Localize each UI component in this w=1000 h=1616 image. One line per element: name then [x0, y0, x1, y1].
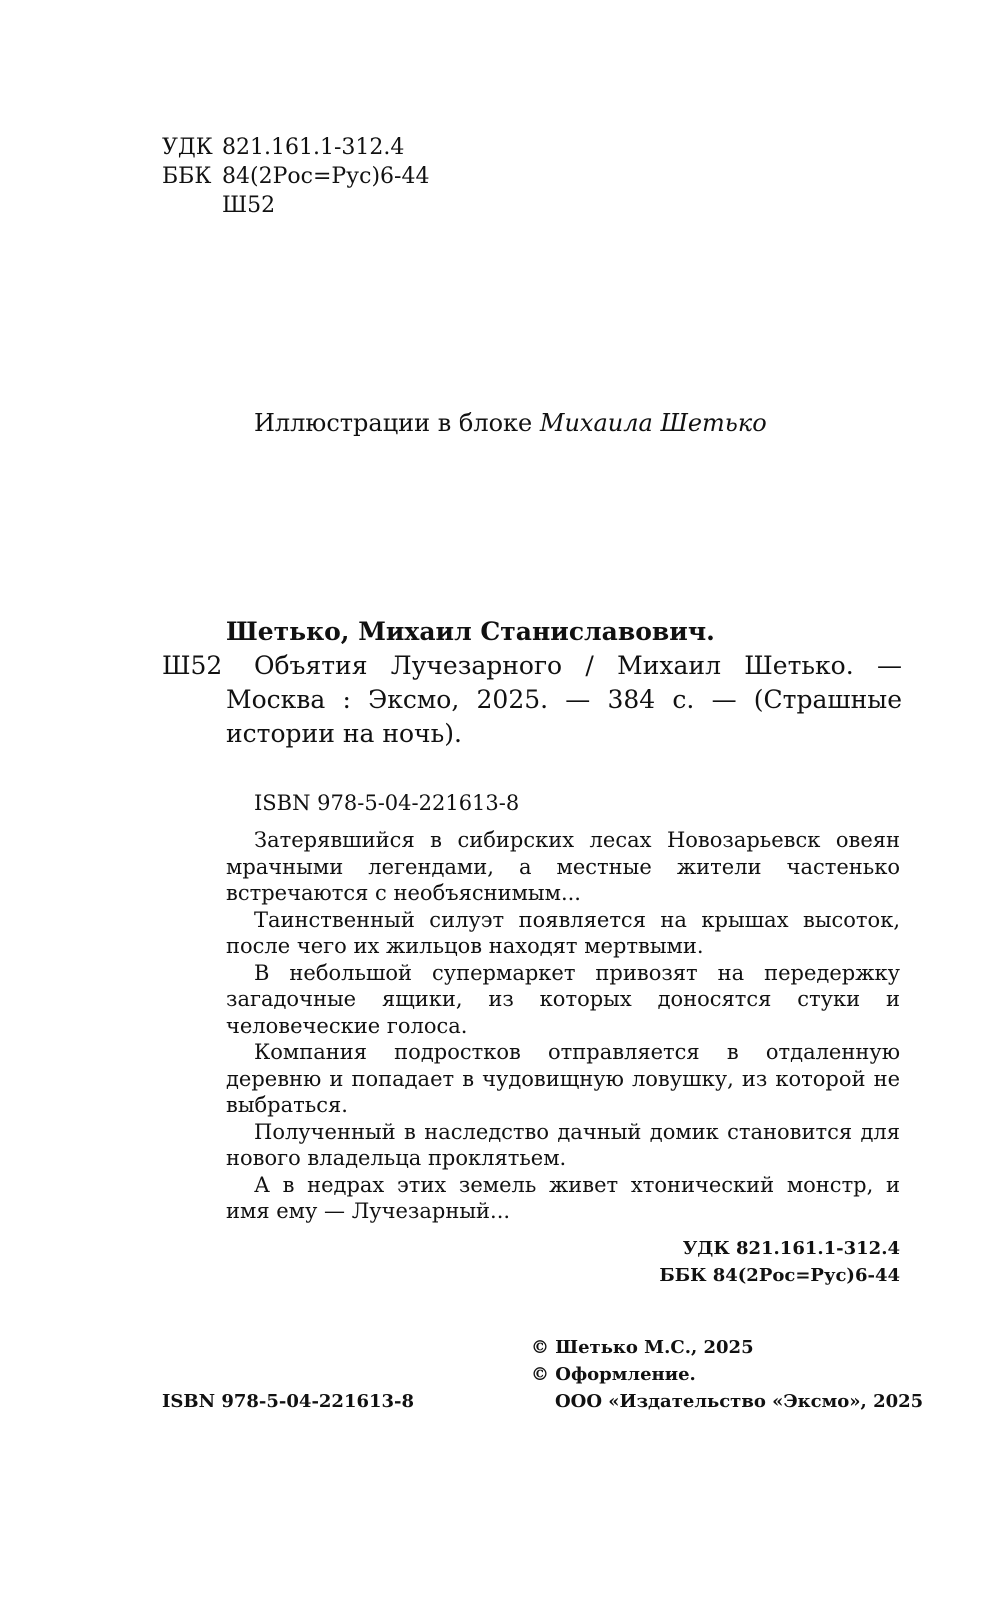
bbk-row — [162, 162, 429, 191]
annotation-paragraph: Таинственный силуэт появляется на крышах высоток, после чего их жильцов находят мертвыми. — [226, 907, 900, 958]
copyright-block — [531, 1334, 923, 1415]
author-mark: Ш52 — [222, 193, 276, 218]
copyright-author: © Шетько М.С., 2025 — [531, 1337, 754, 1358]
annotation-paragraph: Компания подростков отправляется в отдаленную деревню и попадает в чудовищную ловушку, из которой не выбраться. — [226, 1040, 900, 1117]
udk-label: УДК — [162, 135, 213, 160]
catalog-isbn: ISBN 978-5-04-221613-8 — [254, 791, 520, 815]
annotation-paragraph: В небольшой супермаркет привозят на передержку загадочные ящики, из которых доносятся стуки и человеческие голоса. — [226, 960, 900, 1038]
annotation-paragraph: Затерявшийся в сибирских лесах Новозарьевск овеян мрачными легендами, а местные жители частенько встречаются с необъяснимым... — [226, 828, 900, 905]
illustrations-artist: Михаила Шетько — [539, 409, 767, 437]
illustrations-credit — [254, 408, 767, 438]
udk-value: 821.161.1-312.4 — [222, 135, 405, 160]
annotation-paragraph: А в недрах этих земель живет хтонический монстр, и имя ему — Лучезарный... — [226, 1172, 900, 1223]
footer-udk: УДК 821.161.1-312.4 — [682, 1238, 900, 1259]
catalog-author-code: Ш52 — [162, 651, 223, 680]
bbk-value: 84(2Рос=Рус)6-44 — [222, 164, 430, 189]
catalog-entry-text: Объятия Лучезарного / Михаил Шетько. — Москва : Эксмо, 2025. — 384 с. — (Страшные истории на ночь). — [226, 651, 902, 748]
illustrations-prefix: Иллюстрации в блоке — [254, 409, 540, 437]
bbk-label: ББК — [162, 164, 212, 189]
footer-classification — [659, 1235, 900, 1289]
classification-block — [162, 133, 429, 220]
annotation — [226, 827, 900, 1225]
footer-bbk: ББК 84(2Рос=Рус)6-44 — [659, 1265, 900, 1286]
catalog-entry-row — [162, 649, 902, 751]
footer-isbn: ISBN 978-5-04-221613-8 — [162, 1391, 415, 1412]
annotation-paragraph: Полученный в наследство дачный домик становится для нового владельца проклятьем. — [226, 1119, 900, 1170]
copyright-publisher: ООО «Издательство «Эксмо», 2025 — [555, 1391, 924, 1412]
udk-row — [162, 133, 429, 162]
copyright-design: © Оформление. — [531, 1364, 696, 1385]
catalog-author-heading: Шетько, Михаил Станиславович. — [226, 617, 715, 646]
